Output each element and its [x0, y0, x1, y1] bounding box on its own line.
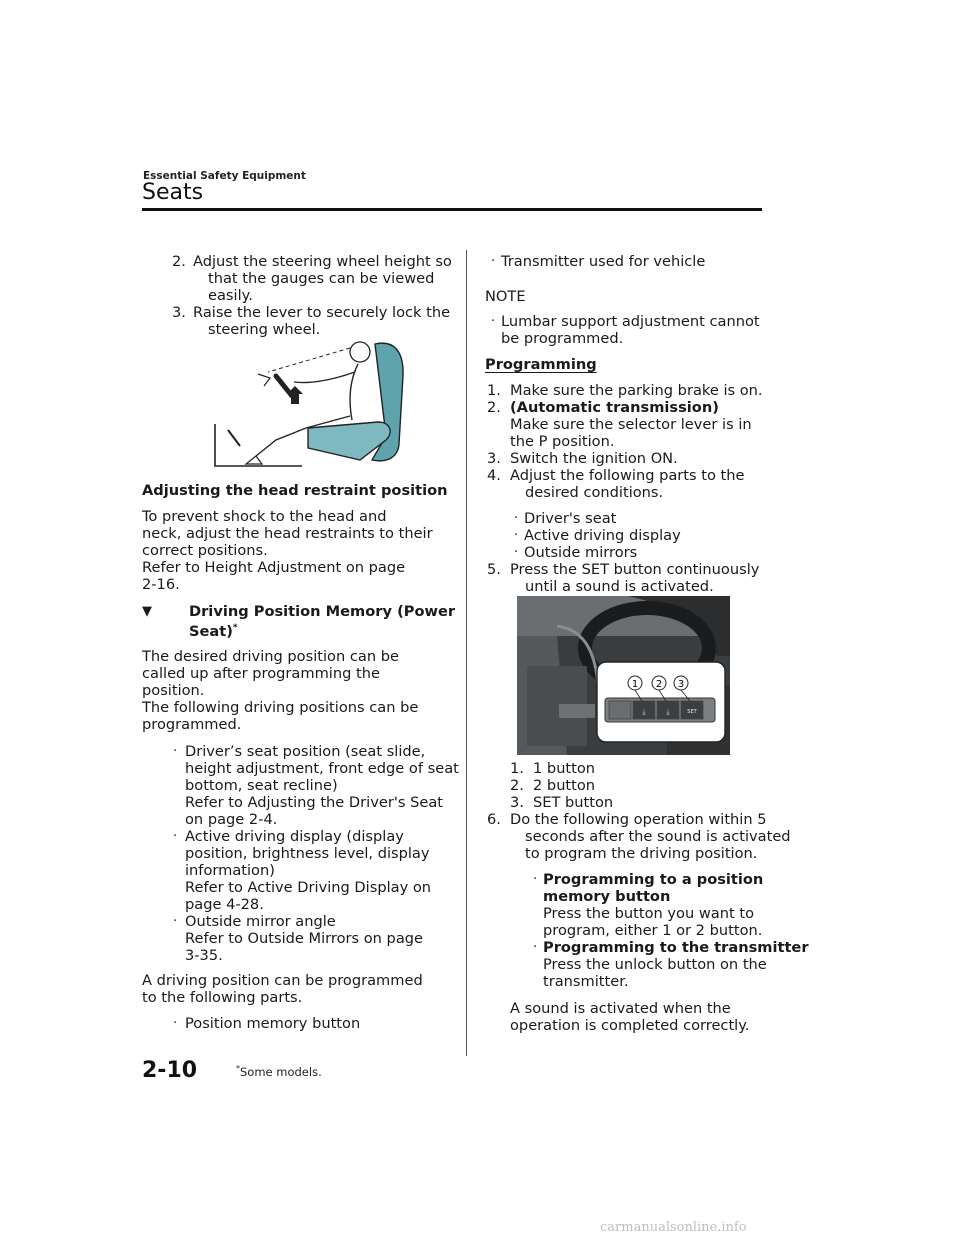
step-text: Make sure the selector lever is in: [510, 416, 752, 433]
callout-2: 2: [655, 679, 663, 690]
bullet-text: Programming to the transmitter: [543, 939, 809, 956]
bullet-icon: ·: [173, 914, 178, 929]
step-text: the P position.: [510, 433, 615, 450]
bullet-icon: ·: [173, 1016, 178, 1031]
note-text: Lumbar support adjustment cannot: [501, 313, 760, 330]
bullet-text: memory button: [543, 888, 671, 905]
bullet-text: information): [185, 862, 275, 879]
footnote-text: Some models.: [240, 1064, 322, 1079]
header-rule: [142, 208, 762, 211]
bullet-text: Outside mirror angle: [185, 913, 336, 930]
note-label: NOTE: [485, 288, 526, 305]
watermark: carmanualsonline.info: [600, 1220, 747, 1235]
step-text: steering wheel.: [208, 321, 321, 338]
footnote-asterisk: *: [236, 1064, 240, 1073]
asterisk-mark: *: [232, 623, 238, 633]
memory-buttons-photo: [517, 596, 730, 755]
bullet-text: Driver’s seat position (seat slide,: [185, 743, 426, 760]
page-reference: 2-16.: [142, 576, 180, 593]
step-text: desired conditions.: [525, 484, 664, 501]
bullet-icon: ·: [514, 528, 519, 543]
paragraph-line: correct positions.: [142, 542, 268, 559]
bullet-text: transmitter.: [543, 973, 629, 990]
legend-text: 2 button: [533, 777, 596, 794]
paragraph-line: programmed.: [142, 716, 242, 733]
page-reference: Refer to Height Adjustment on page: [142, 559, 406, 576]
step-text: Do the following operation within 5: [510, 811, 767, 828]
footnote: [236, 1064, 322, 1079]
step-text: Adjust the steering wheel height so: [193, 253, 452, 270]
svg-text:⤓: ⤓: [666, 708, 670, 716]
programming-heading: Programming: [485, 356, 597, 373]
section-heading: Adjusting the head restraint position: [142, 482, 448, 499]
step-text: until a sound is activated.: [525, 578, 714, 595]
bullet-text: Position memory button: [185, 1015, 361, 1032]
bullet-text: Transmitter used for vehicle: [501, 253, 706, 270]
step-number: 6.: [487, 811, 501, 828]
legend-number: 1.: [510, 760, 524, 777]
bullet-text: program, either 1 or 2 button.: [543, 922, 763, 939]
triangle-marker-icon: ▼: [142, 604, 152, 619]
legend-number: 3.: [510, 794, 524, 811]
step-text: Raise the lever to securely lock the: [193, 304, 451, 321]
bullet-text: Press the unlock button on the: [543, 956, 767, 973]
step-number: 1.: [487, 382, 501, 399]
driver-seat-illustration: [210, 336, 420, 470]
bullet-text: height adjustment, front edge of seat: [185, 760, 459, 777]
step-text: Adjust the following parts to the: [510, 467, 745, 484]
page-reference: 3-35.: [185, 947, 223, 964]
page-number: 2-10: [142, 1058, 198, 1083]
bullet-text: Active driving display: [524, 527, 681, 544]
step-text: Press the SET button continuously: [510, 561, 760, 578]
bullet-text: Outside mirrors: [524, 544, 638, 561]
paragraph-line: To prevent shock to the head and: [142, 508, 387, 525]
legend-text: SET button: [533, 794, 614, 811]
bullet-icon: ·: [533, 940, 538, 955]
page-reference: on page 2-4.: [185, 811, 278, 828]
step-text: (Automatic transmission): [510, 399, 719, 416]
bullet-icon: ·: [491, 314, 496, 329]
step-number: 4.: [487, 467, 501, 484]
bullet-icon: ·: [173, 829, 178, 844]
bullet-text: Programming to a position: [543, 871, 764, 888]
step-text: easily.: [208, 287, 253, 304]
bullet-icon: ·: [491, 254, 496, 269]
bullet-icon: ·: [514, 545, 519, 560]
page-reference: Refer to Outside Mirrors on page: [185, 930, 424, 947]
paragraph-line: position.: [142, 682, 205, 699]
callout-1: 1: [631, 679, 639, 690]
step-number: 3.: [487, 450, 501, 467]
bullet-text: Active driving display (display: [185, 828, 404, 845]
legend-text: 1 button: [533, 760, 596, 777]
step-number: 5.: [487, 561, 501, 578]
callout-3: 3: [677, 679, 685, 690]
step-text: that the gauges can be viewed: [208, 270, 435, 287]
paragraph-line: operation is completed correctly.: [510, 1017, 750, 1034]
svg-text:⤓: ⤓: [642, 708, 646, 716]
bullet-icon: ·: [533, 872, 538, 887]
step-text: Switch the ignition ON.: [510, 450, 678, 467]
page-reference: Refer to Adjusting the Driver's Seat: [185, 794, 443, 811]
step-number: 2.: [172, 253, 186, 270]
note-text: be programmed.: [501, 330, 624, 347]
paragraph-line: The following driving positions can be: [142, 699, 419, 716]
bullet-icon: ·: [173, 744, 178, 759]
subsection-heading: Driving Position Memory (Power: [189, 603, 456, 620]
chapter-title: Seats: [142, 180, 204, 205]
bullet-text: bottom, seat recline): [185, 777, 338, 794]
step-number: 2.: [487, 399, 501, 416]
step-text: to program the driving position.: [525, 845, 758, 862]
paragraph-line: A sound is activated when the: [510, 1000, 731, 1017]
bullet-text: position, brightness level, display: [185, 845, 430, 862]
section-label: Essential Safety Equipment: [143, 170, 306, 182]
paragraph-line: to the following parts.: [142, 989, 303, 1006]
page-reference: Refer to Active Driving Display on: [185, 879, 432, 896]
bullet-text: Driver's seat: [524, 510, 617, 527]
column-divider: [466, 250, 467, 1056]
paragraph-line: called up after programming the: [142, 665, 380, 682]
paragraph-line: A driving position can be programmed: [142, 972, 423, 989]
step-text: seconds after the sound is activated: [525, 828, 791, 845]
bullet-icon: ·: [514, 511, 519, 526]
set-button-label: SET: [687, 709, 697, 715]
bullet-text: Press the button you want to: [543, 905, 755, 922]
step-text: Make sure the parking brake is on.: [510, 382, 763, 399]
legend-number: 2.: [510, 777, 524, 794]
subsection-heading-part: Seat): [189, 622, 233, 640]
subsection-heading: [189, 620, 238, 640]
paragraph-line: The desired driving position can be: [142, 648, 399, 665]
paragraph-line: neck, adjust the head restraints to their: [142, 525, 433, 542]
page-reference: page 4-28.: [185, 896, 264, 913]
step-number: 3.: [172, 304, 186, 321]
